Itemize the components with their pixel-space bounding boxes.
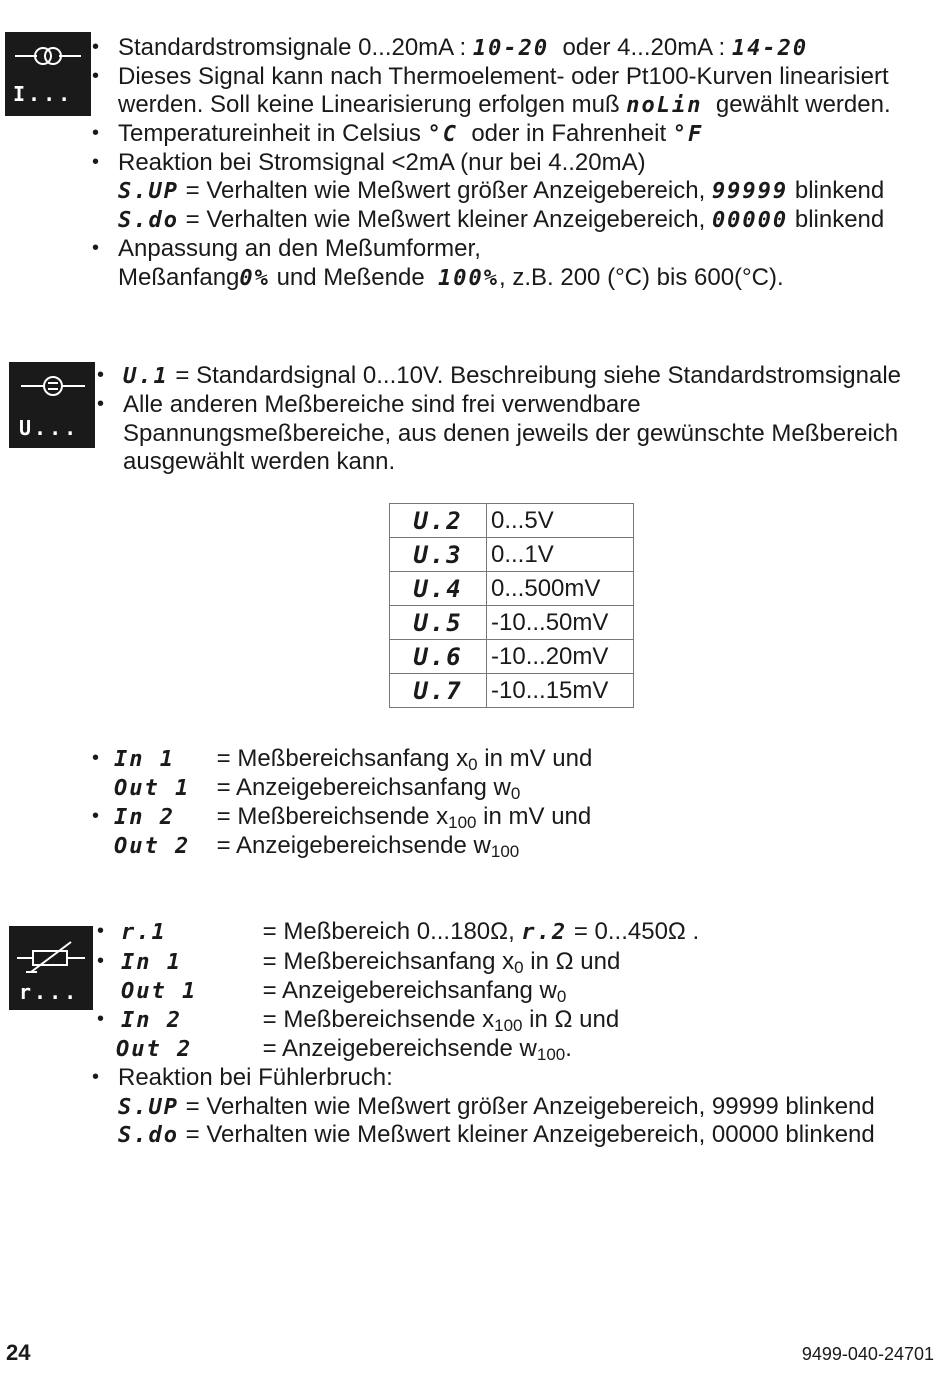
current-input-icon <box>5 32 91 116</box>
voltage-range-table <box>389 503 634 708</box>
bullet: • <box>92 1066 100 1088</box>
current-line2: Dieses Signal kann nach Thermoelement- oder Pt100-Kurven linearisiert <box>118 63 889 90</box>
resistance-out1: Out 1 = Anzeigebereichsanfang $w_0$ <box>121 977 567 1006</box>
current-line4: Temperatureinheit in Celsius °C oder in Fahrenheit °F <box>118 120 704 147</box>
range-row <box>390 538 634 572</box>
range-value: 0...500mV <box>487 572 634 606</box>
range-code: U.2 <box>390 504 487 538</box>
range-value: 0...1V <box>487 538 634 572</box>
range-code: U.5 <box>390 606 487 640</box>
voltage-input-icon <box>9 362 95 448</box>
current-line6: S.UP = Verhalten wie Meßwert größer Anzeigebereich, 99999 blinkend <box>118 177 885 204</box>
voltage-in1: In 1 = Meßbereichsanfang $x_0$ in mV und <box>114 745 593 774</box>
resistance-in2: In 2 = Meßbereichsende $x_{100}$ in Ω und <box>121 1006 620 1035</box>
voltage-line4: ausgewählt werden kann. <box>123 448 396 475</box>
bullet: • <box>92 747 100 769</box>
bullet: • <box>92 36 100 58</box>
bullet: • <box>97 920 105 942</box>
range-value: -10...50mV <box>487 606 634 640</box>
icon-label: I... <box>13 82 74 106</box>
current-line5: Reaktion bei Stromsignal <2mA (nur bei 4..20mA) <box>118 149 646 176</box>
current-line3: werden. Soll keine Linearisierung erfolgen muß noLin gewählt werden. <box>118 91 891 118</box>
bullet: • <box>92 65 100 87</box>
resistance-break-heading: Reaktion bei Fühlerbruch: <box>118 1064 393 1091</box>
voltage-out2: Out 2 = Anzeigebereichsende $w_{100}$ <box>114 832 520 861</box>
range-code: U.7 <box>390 674 487 708</box>
voltage-in2: In 2 = Meßbereichsende $x_{100}$ in mV und <box>114 803 592 832</box>
range-row <box>390 674 634 708</box>
range-code: U.4 <box>390 572 487 606</box>
resistance-sup: S.UP = Verhalten wie Meßwert größer Anzeigebereich, 99999 blinkend <box>118 1093 875 1120</box>
voltage-line2: Alle anderen Meßbereiche sind frei verwendbare <box>123 391 641 418</box>
voltage-line1: U.1 = Standardsignal 0...10V. Beschreibung siehe Standardstromsignale <box>123 362 902 389</box>
voltage-out1: Out 1 = Anzeigebereichsanfang $w_0$ <box>114 774 521 803</box>
resistance-r1: r.1 = Meßbereich 0...180Ω, r.2 = 0...450Ω . <box>121 918 700 945</box>
range-row <box>390 504 634 538</box>
range-value: -10...20mV <box>487 640 634 674</box>
current-line8: Anpassung an den Meßumformer, <box>118 235 481 262</box>
range-code: U.3 <box>390 538 487 572</box>
range-row <box>390 640 634 674</box>
bullet: • <box>92 805 100 827</box>
range-code: U.6 <box>390 640 487 674</box>
resistance-out2: Out 2 = Anzeigebereichsende $w_{100}$. <box>116 1035 572 1064</box>
resistance-sdo: S.do = Verhalten wie Meßwert kleiner Anzeigebereich, 00000 blinkend <box>118 1121 875 1148</box>
range-value: 0...5V <box>487 504 634 538</box>
page-number: 24 <box>6 1340 31 1365</box>
bullet: • <box>97 364 105 386</box>
current-line1: Standardstromsignale 0...20mA : 10-20 oder 4...20mA : 14-20 <box>118 34 809 61</box>
bullet: • <box>97 950 105 972</box>
bullet: • <box>97 1008 105 1030</box>
resistance-in1: In 1 = Meßbereichsanfang $x_0$ in Ω und <box>121 948 621 977</box>
bullet: • <box>92 122 100 144</box>
range-row <box>390 572 634 606</box>
range-row <box>390 606 634 640</box>
icon-label: r... <box>19 980 80 1004</box>
voltage-line3: Spannungsmeßbereiche, aus denen jeweils der gewünschte Meßbereich <box>123 420 899 447</box>
current-line7: S.do = Verhalten wie Meßwert kleiner Anzeigebereich, 00000 blinkend <box>118 206 885 233</box>
bullet: • <box>92 151 100 173</box>
bullet: • <box>97 393 105 415</box>
range-value: -10...15mV <box>487 674 634 708</box>
bullet: • <box>92 237 100 259</box>
document-number: 9499-040-24701 <box>801 1344 934 1364</box>
current-line9: Meßanfang0% und Meßende 100%, z.B. 200 (°C) bis 600(°C). <box>118 264 784 291</box>
icon-label: U... <box>19 416 80 440</box>
resistance-input-icon <box>9 926 93 1010</box>
